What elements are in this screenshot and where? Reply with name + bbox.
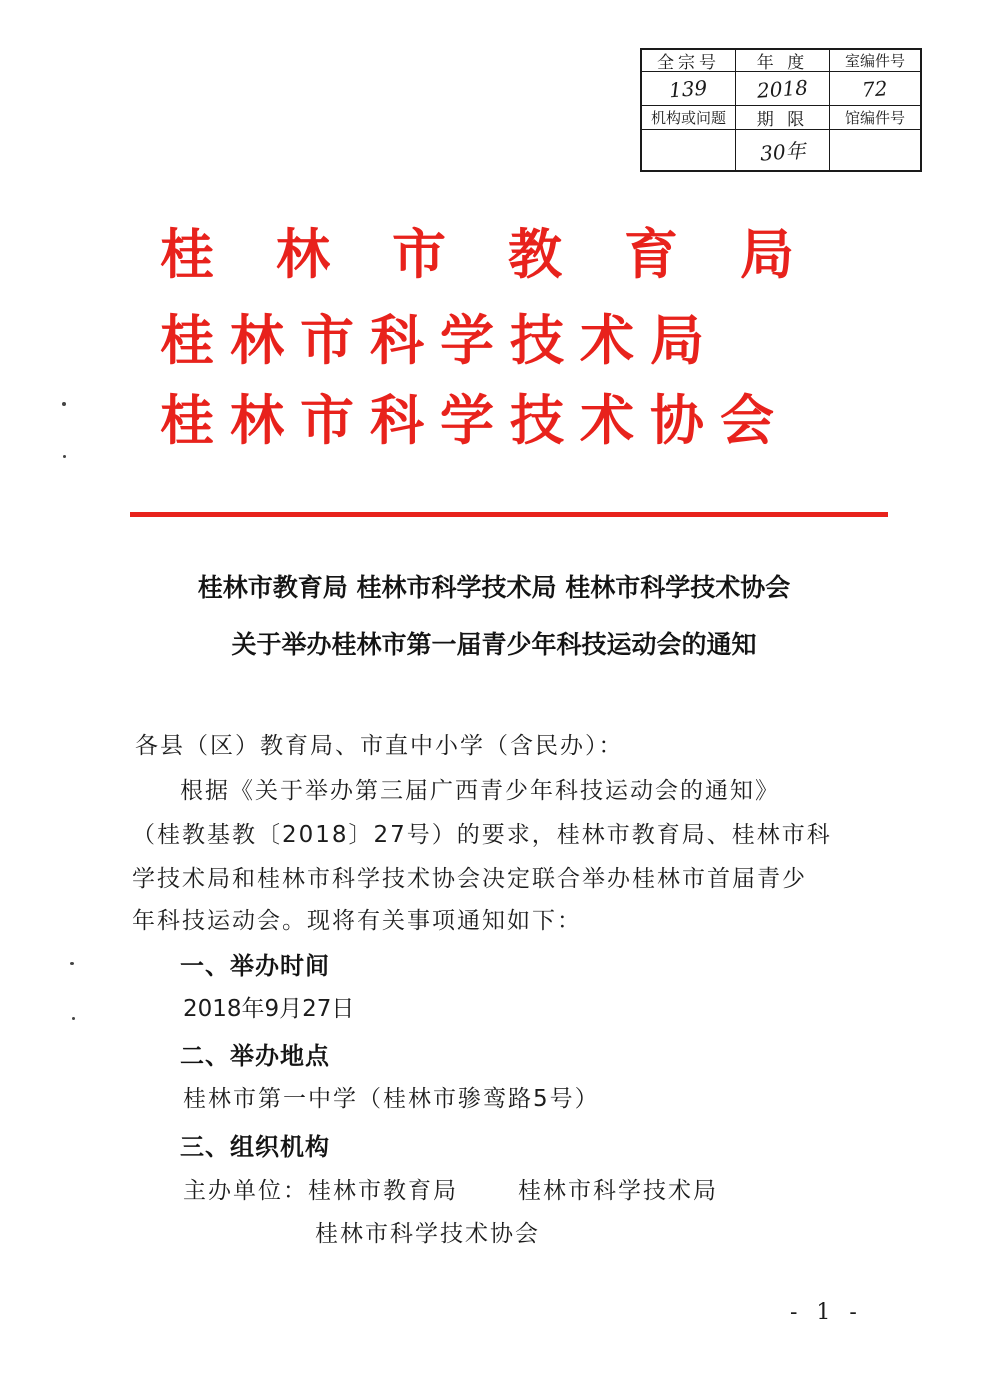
stamp-value-term-text: 30年 bbox=[759, 137, 807, 166]
scan-speck bbox=[62, 402, 66, 406]
salutation: 各县（区）教育局、市直中小学（含民办）： bbox=[135, 733, 624, 759]
stamp-value-year bbox=[736, 72, 830, 106]
stamp-value-fonds bbox=[642, 72, 736, 106]
stamp-header-org bbox=[642, 106, 736, 130]
page-number: - 1 - bbox=[790, 1300, 863, 1325]
paragraph-line: 学技术局和桂林市科学技术协会决定联合举办桂林市首届青少 bbox=[132, 866, 807, 892]
stamp-header-fonds-label: 全宗号 bbox=[657, 53, 720, 72]
stamp-header-term bbox=[736, 106, 830, 130]
red-divider-rule bbox=[130, 512, 888, 517]
section-content-organizer-3: 桂林市科学技术协会 bbox=[315, 1221, 540, 1247]
archive-stamp-grid bbox=[642, 50, 920, 170]
stamp-header-org-label: 机构或问题 bbox=[650, 109, 726, 127]
stamp-header-archive-no bbox=[830, 106, 920, 130]
stamp-value-archive-no bbox=[830, 130, 920, 170]
stamp-header-fonds bbox=[642, 50, 736, 72]
scan-speck bbox=[72, 1017, 75, 1020]
stamp-header-archive-no-label: 馆编件号 bbox=[844, 109, 905, 127]
paragraph-line: 根据《关于举办第三届广西青少年科技运动会的通知》 bbox=[180, 778, 780, 804]
issuer-science-tech-association: 桂林市科学技术协会 bbox=[160, 389, 790, 452]
stamp-header-year-label: 年 度 bbox=[756, 53, 809, 72]
stamp-header-room-no bbox=[830, 50, 920, 72]
section-content-location: 桂林市第一中学（桂林市骖鸾路5号） bbox=[183, 1086, 600, 1112]
stamp-value-room-no-text: 72 bbox=[861, 75, 889, 102]
archive-stamp bbox=[640, 48, 922, 172]
section-heading-organization: 三、组织机构 bbox=[180, 1133, 330, 1161]
paragraph-line: （桂教基教〔2018〕27号）的要求，桂林市教育局、桂林市科 bbox=[132, 822, 832, 848]
issuer-education-bureau: 桂林市教育局 bbox=[160, 223, 856, 286]
issuer-science-tech-bureau: 桂林市科学技术局 bbox=[160, 309, 720, 372]
stamp-value-fonds-text: 139 bbox=[668, 75, 709, 102]
scan-speck bbox=[63, 455, 66, 458]
paragraph-line: 年科技运动会。现将有关事项通知如下： bbox=[132, 908, 582, 934]
section-heading-location: 二、举办地点 bbox=[180, 1042, 330, 1070]
stamp-value-org bbox=[642, 130, 736, 170]
section-content-organizer-2: 桂林市科学技术局 bbox=[518, 1178, 718, 1204]
section-content-organizer-label: 主办单位：桂林市教育局 bbox=[183, 1178, 458, 1204]
document-title-line1: 桂林市教育局 桂林市科学技术局 桂林市科学技术协会 bbox=[197, 573, 791, 602]
section-content-time: 2018年9月27日 bbox=[183, 996, 355, 1022]
document-title-line2: 关于举办桂林市第一届青少年科技运动会的通知 bbox=[231, 630, 757, 659]
section-heading-time: 一、举办时间 bbox=[180, 952, 330, 980]
stamp-header-year bbox=[736, 50, 830, 72]
stamp-header-term-label: 期 限 bbox=[756, 110, 809, 130]
stamp-value-term bbox=[736, 130, 830, 170]
stamp-value-year-text: 2018 bbox=[756, 74, 809, 103]
scan-speck bbox=[70, 962, 74, 965]
stamp-value-room-no bbox=[830, 72, 920, 106]
stamp-header-room-no-label: 室编件号 bbox=[844, 52, 905, 70]
